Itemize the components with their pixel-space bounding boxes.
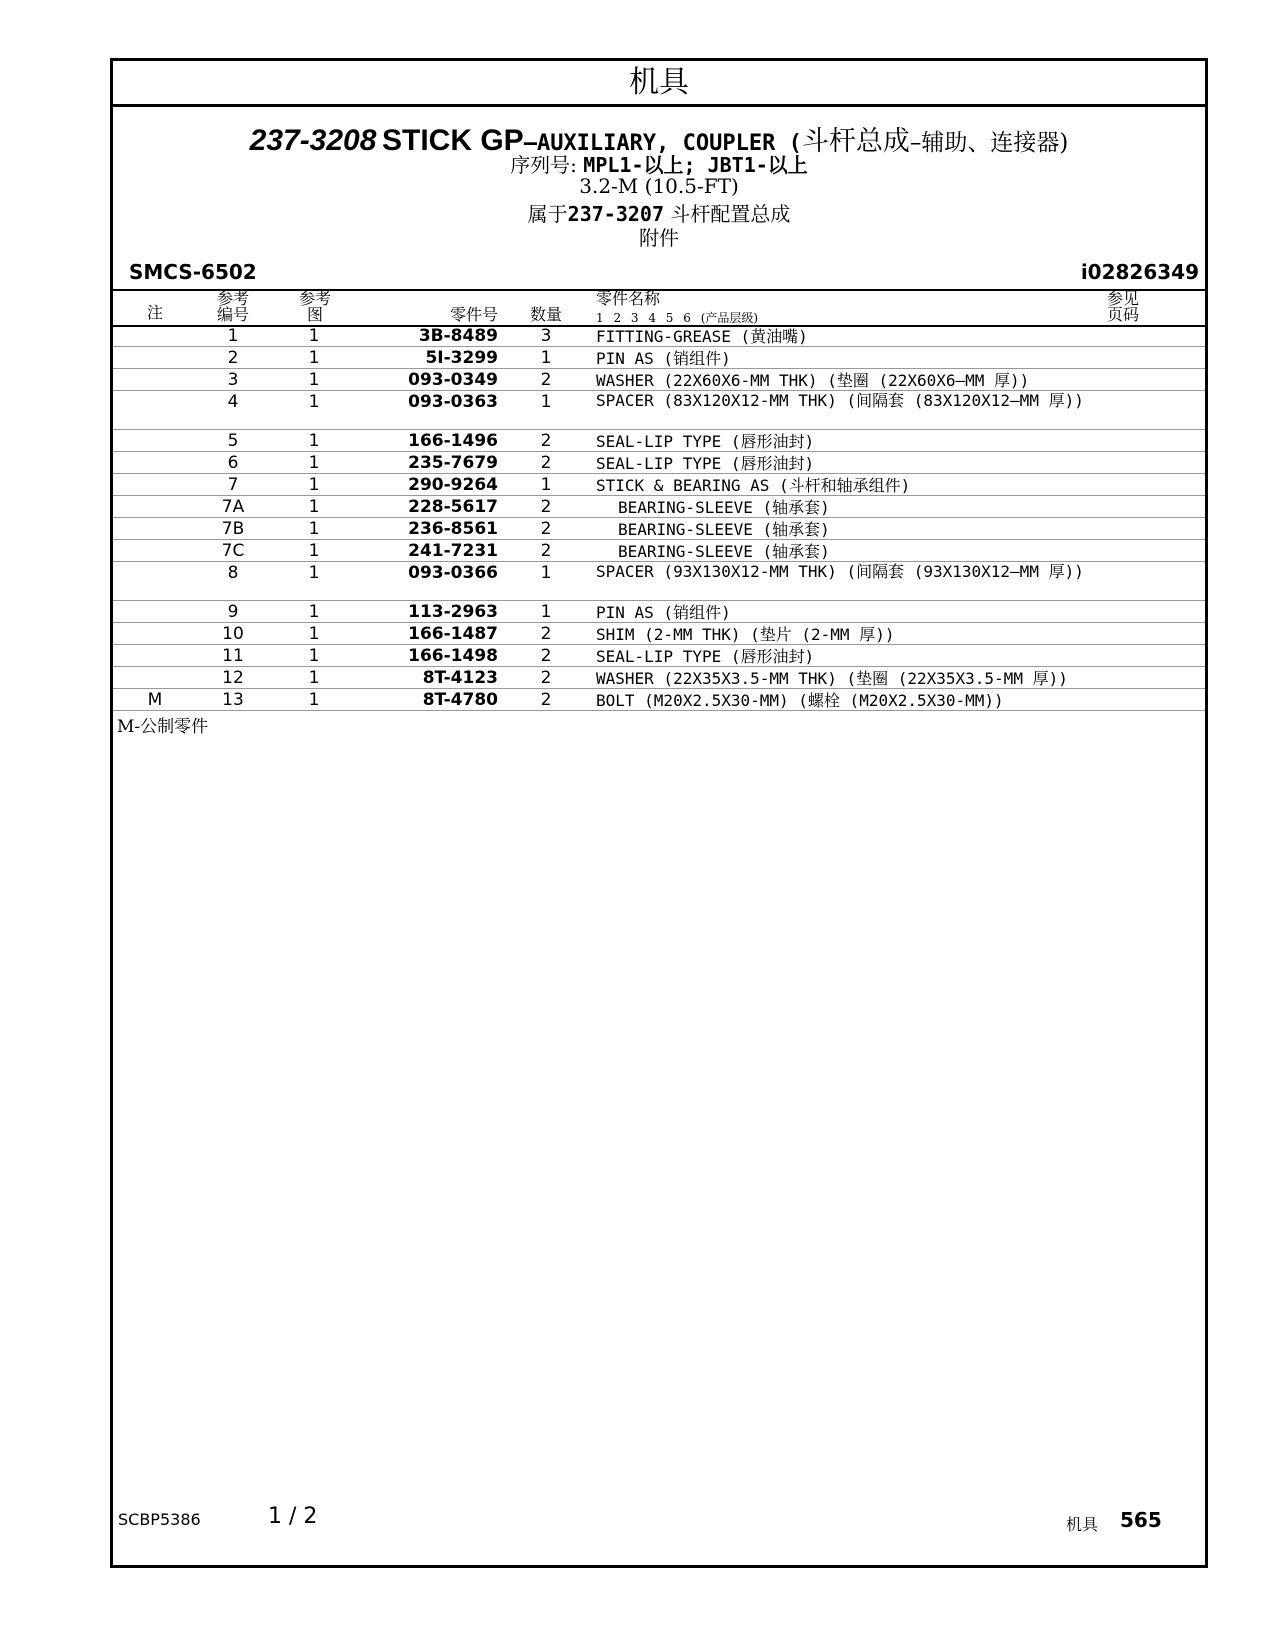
row-ref-no: 11 (222, 646, 244, 666)
row-part-number: 5I-3299 (425, 348, 498, 368)
col-part-no: 零件号 (449, 305, 498, 324)
row-part-number: 166-1487 (408, 624, 498, 644)
row-ref-no: 3 (227, 370, 239, 390)
col-see-page-1: 参见 (1106, 289, 1139, 308)
heading-part-number: 237-3208 (249, 124, 377, 157)
heading-name-cn-sub: –辅助、连接器) (909, 130, 1069, 156)
row-ref-no: 5 (227, 431, 239, 451)
table-row (113, 325, 1205, 347)
document-id: i02826349 (1080, 260, 1199, 284)
col-part-name: 零件名称 (596, 289, 661, 308)
size-line: 3.2-M (10.5-FT) (579, 174, 739, 198)
row-ref-fig: 1 (308, 668, 320, 688)
table-row (113, 667, 1205, 689)
row-ref-fig: 1 (308, 602, 320, 622)
section-title: 机具 (113, 61, 1205, 107)
row-ref-fig: 1 (308, 519, 320, 539)
table-row (113, 518, 1205, 540)
row-ref-no: 9 (227, 602, 239, 622)
table-row (113, 623, 1205, 645)
table-row (113, 496, 1205, 518)
row-ref-no: 13 (222, 690, 244, 710)
row-ref-no: 7B (221, 519, 245, 539)
row-quantity: 2 (540, 431, 552, 451)
row-part-number: 8T-4123 (422, 668, 498, 688)
footer-pages: 1 / 2 (268, 1504, 318, 1529)
col-see-page-2: 页码 (1106, 305, 1139, 324)
serial-label: 序列号: (510, 153, 577, 177)
table-header (113, 289, 1205, 327)
attachment-line: 附件 (639, 226, 679, 250)
heading-name-sub: –AUXILIARY, COUPLER ( (523, 131, 802, 156)
row-part-number: 228-5617 (408, 497, 498, 517)
row-part-number: 093-0363 (408, 392, 498, 412)
row-part-name: BEARING-SLEEVE (轴承套) (618, 498, 830, 517)
row-ref-no: 7A (221, 497, 245, 517)
table-row (113, 452, 1205, 474)
row-ref-no: 7 (227, 475, 239, 495)
col-ref-no-1: 参考 (216, 289, 249, 308)
table-row (113, 645, 1205, 667)
smcs-code: SMCS-6502 (129, 260, 257, 284)
row-quantity: 2 (540, 497, 552, 517)
row-quantity: 1 (540, 392, 552, 412)
row-quantity: 2 (540, 690, 552, 710)
row-quantity: 1 (540, 563, 552, 583)
col-ref-fig-1: 参考 (298, 289, 331, 308)
row-quantity: 2 (540, 453, 552, 473)
table-row (113, 689, 1205, 711)
row-part-number: 241-7231 (408, 541, 498, 561)
row-part-name: FITTING-GREASE (黄油嘴) (596, 327, 808, 346)
row-ref-fig: 1 (308, 624, 320, 644)
col-levels: 1 2 3 4 5 6 (产品层级) (596, 311, 759, 325)
belongs-prefix: 属于 (527, 202, 568, 226)
table-row (113, 391, 1205, 430)
row-quantity: 2 (540, 668, 552, 688)
page-frame (110, 58, 1208, 1568)
row-part-number: 236-8561 (408, 519, 498, 539)
row-quantity: 1 (540, 602, 552, 622)
row-ref-fig: 1 (308, 690, 320, 710)
col-ref-no-2: 编号 (216, 305, 249, 324)
belongs-suffix: 斗杆配置总成 (670, 202, 791, 226)
table-row (113, 430, 1205, 452)
row-ref-no: 10 (222, 624, 244, 644)
belongs-number: 237-3207 (567, 202, 664, 226)
row-part-name: SPACER (93X130X12-MM THK) (间隔套 (93X130X12–MM 厚)) (596, 562, 1084, 581)
row-note: M (147, 690, 163, 710)
row-ref-no: 2 (227, 348, 239, 368)
row-part-name: SEAL-LIP TYPE (唇形油封) (596, 432, 815, 451)
row-part-number: 166-1498 (408, 646, 498, 666)
row-part-name: WASHER (22X60X6-MM THK) (垫圈 (22X60X6–MM 厚)) (596, 371, 1030, 390)
table-row (113, 562, 1205, 601)
row-part-name: SPACER (83X120X12-MM THK) (间隔套 (83X120X12–MM 厚)) (596, 391, 1084, 410)
row-ref-fig: 1 (308, 475, 320, 495)
row-part-number: 166-1496 (408, 431, 498, 451)
col-ref-fig-2: 图 (306, 305, 323, 324)
row-ref-no: 12 (222, 668, 244, 688)
table-row (113, 540, 1205, 562)
row-quantity: 2 (540, 370, 552, 390)
row-part-name: PIN AS (销组件) (596, 603, 731, 622)
row-part-number: 290-9264 (408, 475, 498, 495)
row-part-name: WASHER (22X35X3.5-MM THK) (垫圈 (22X35X3.5-MM 厚)) (596, 669, 1068, 688)
row-part-name: SHIM (2-MM THK) (垫片 (2-MM 厚)) (596, 625, 895, 644)
col-note: 注 (146, 303, 163, 322)
row-part-name: SEAL-LIP TYPE (唇形油封) (596, 647, 815, 666)
row-part-number: 235-7679 (408, 453, 498, 473)
table-row (113, 347, 1205, 369)
row-ref-fig: 1 (308, 646, 320, 666)
table-row (113, 601, 1205, 623)
row-quantity: 1 (540, 475, 552, 495)
row-part-number: 3B-8489 (418, 326, 498, 346)
row-part-name: BOLT (M20X2.5X30-MM) (螺栓 (M20X2.5X30-MM)) (596, 691, 1004, 710)
table-row (113, 369, 1205, 391)
footer-page-number: 565 (1120, 1508, 1162, 1532)
row-ref-no: 1 (227, 326, 239, 346)
row-part-name: STICK & BEARING AS (斗杆和轴承组件) (596, 476, 911, 495)
row-ref-fig: 1 (308, 453, 320, 473)
footer-section: 机具 (1066, 1515, 1099, 1534)
row-part-number: 113-2963 (408, 602, 498, 622)
heading-name: STICK GP (382, 124, 524, 157)
parts-table (113, 325, 1205, 711)
heading-name-cn: 斗杆总成 (801, 126, 910, 157)
row-ref-no: 8 (227, 563, 239, 583)
row-quantity: 2 (540, 624, 552, 644)
row-quantity: 1 (540, 348, 552, 368)
row-ref-fig: 1 (308, 392, 320, 412)
row-part-name: BEARING-SLEEVE (轴承套) (618, 542, 830, 561)
row-ref-fig: 1 (308, 541, 320, 561)
row-ref-no: 7C (221, 541, 245, 561)
row-part-number: 093-0349 (408, 370, 498, 390)
row-ref-fig: 1 (308, 497, 320, 517)
col-qty: 数量 (529, 305, 562, 324)
row-quantity: 2 (540, 519, 552, 539)
row-part-name: PIN AS (销组件) (596, 349, 731, 368)
row-ref-no: 6 (227, 453, 239, 473)
serial-value: MPL1-以上; JBT1-以上 (583, 153, 808, 177)
row-ref-fig: 1 (308, 370, 320, 390)
row-quantity: 2 (540, 541, 552, 561)
row-ref-fig: 1 (308, 326, 320, 346)
row-quantity: 3 (540, 326, 552, 346)
row-ref-fig: 1 (308, 348, 320, 368)
footnote: M-公制零件 (117, 717, 209, 737)
row-quantity: 2 (540, 646, 552, 666)
row-part-name: SEAL-LIP TYPE (唇形油封) (596, 454, 815, 473)
table-row (113, 474, 1205, 496)
row-ref-fig: 1 (308, 563, 320, 583)
row-ref-no: 4 (227, 392, 239, 412)
row-part-number: 8T-4780 (422, 690, 498, 710)
row-part-name: BEARING-SLEEVE (轴承套) (618, 520, 830, 539)
row-ref-fig: 1 (308, 431, 320, 451)
row-part-number: 093-0366 (408, 563, 498, 583)
footer-code: SCBP5386 (118, 1510, 201, 1529)
